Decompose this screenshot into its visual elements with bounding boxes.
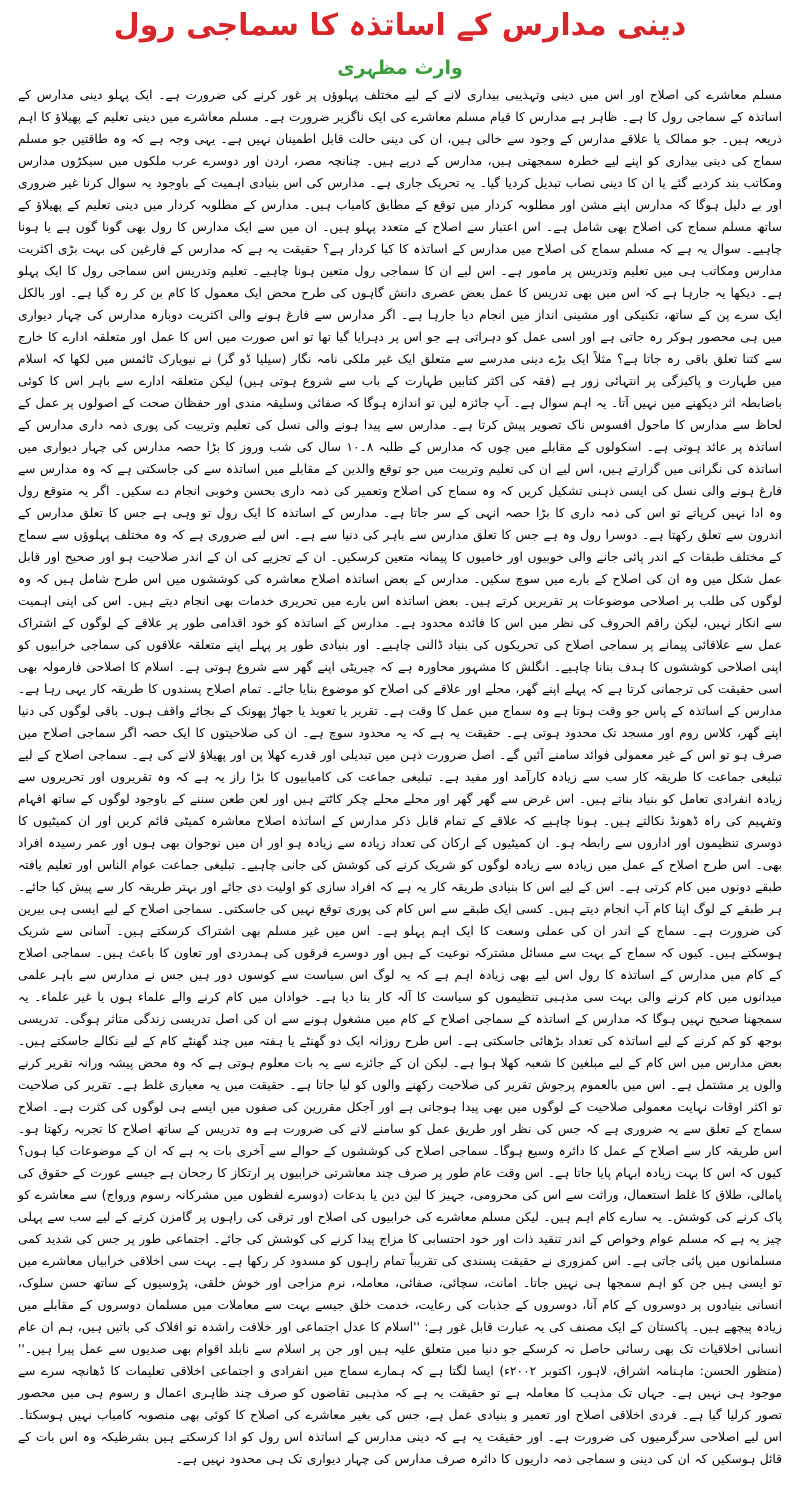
article-author: وارث مظہری [337,57,463,79]
article-body: مسلم معاشرے کی اصلاح اور اس میں دینی وتہذیبی بیداری لانے کے لیے مختلف پہلوؤں پر غور کرنے کی ضرورت ہے۔ ایک پہلو دینی مدارس کے اساتذہ کے سماجی رول کا ہے۔ ظاہر ہے مدارس کا قیام مسلم معاشرے کی ایک ناگزیر ضرورت ہے۔ مسلم معاشرے میں دینی تعلیم کے پھیلاؤ کا اہم ذریعہ ہیں۔ جو ممالک یا علاقے مدارس کے وجود سے خالی ہیں، ان کی دینی حالت قابل اطمینان نہیں ہے۔ یہی وجہ ہے کہ وہ طاقتیں جو مسلم سماج کی دینی بیداری کو اپنے لیے خطرہ سمجھتی ہیں، مدارس کے درپے ہیں۔ چنانچہ مصر، اردن اور دوسرے عرب ملکوں میں سیکڑوں مدارس ومکاتب بند کردیے گئے یا ان کا دینی نصاب تبدیل کردیا گیا۔ یہ تحریک جاری ہے۔ مدارس کی اس بنیادی اہمیت کے باوجود یہ سوال کرنا غیر ضروری اور بے دلیل ہوگا کہ مدارس اپنے مشن اور مطلوبہ کردار میں توقع کے مطابق کامیاب ہیں۔ مدارس کے مطلوبہ کردار میں دینی تعلیم کے پھیلاؤ کے ساتھ مسلم سماج کی اصلاح بھی شامل ہے۔ اس اعتبار سے اصلاح کے متعدد پہلو ہیں۔ ان میں سے ایک مدارس کا رول بھی گونا گوں ہے یا ہونا چاہیے۔ سوال یہ ہے کہ مسلم سماج کی اصلاح میں مدارس کے اساتذہ کا کیا کردار ہے؟ حقیقت یہ ہے کہ مدارس کے فارغین کی بہت بڑی اکثریت مدارس ومکاتب ہی میں تعلیم وتدریس پر مامور ہے۔ اس لیے ان کا سماجی رول متعین ہونا چاہیے۔ تعلیم وتدریس اس سماجی رول کا ایک پہلو ہے۔ دیکھا یہ جارہا ہے کہ اس میں بھی تدریس کا عمل بعض عصری دانش گاہوں کی طرح محض ایک معمول کا کام بن کر رہ گیا ہے۔ اور بالکل ایک سرے پن کے ساتھ، تکنیکی اور مشینی انداز میں انجام دیا جارہا ہے۔ اگر مدارس سے فارغ ہونے والی اکثریت دوبارہ مدارس کی چہار دیواری میں ہی محصور ہوکر رہ جاتی ہے اور اسی عمل کو دہراتی ہے جو اس پر دہرایا گیا تھا تو اس صورت میں اس کا عمل اور متعلقہ ادارے کا خارج سے کتنا تعلق باقی رہ جاتا ہے؟ مثلاً ایک بڑے دینی مدرسے سے متعلق ایک غیر ملکی نامہ نگار (سیلیا ڈو گر) نے نیویارک ٹائمس میں لکھا کہ اسلام میں طہارت و پاکیزگی پر انتہائی زور ہے (فقہ کی اکثر کتابیں طہارت کے باب سے شروع ہوتی ہیں) لیکن متعلقہ ادارے سے باہر اس کا کوئی باضابطہ اثر دیکھنے میں نہیں آتا۔ یہ اہم سوال ہے۔ آپ جائزہ لیں تو اندازہ ہوگا کہ صفائی وسلیقہ مندی اور حفظان صحت کے اصولوں پر عمل کے لحاظ سے مدارس کا ماحول افسوس ناک تصویر پیش کرتا ہے۔ مدارس سے پیدا ہونے والی نسل کی تعلیم وتربیت کی پوری ذمہ داری مدارس کے اساتذہ پر عائد ہوتی ہے۔ اسکولوں کے مقابلے میں چوں کہ مدارس کے طلبہ ۸۔۱۰ سال کی شب وروز کا بڑا حصہ مدارس کی چہار دیواری میں اساتذہ کی نگرانی میں گزارتے ہیں، اس لیے ان کی تعلیم وتربیت میں جو توقع والدین کے مقابلے میں اساتذہ سے کی جاسکتی ہے کہ وہ مدارس سے فارغ ہونے والی نسل کی ایسی ذہنی تشکیل کریں کہ وہ سماج کی اصلاح وتعمیر کی ذمہ داری بحسن وخوبی انجام دے سکیں۔ اگر یہ متوقع رول وہ ادا نہیں کرپاتے تو اس کی ذمہ داری کا بڑا حصہ انہی کے سر جاتا ہے۔ مدارس کے اساتذہ کا ایک رول تو وہی ہے جس کا تعلق مدارس کے اندرون سے تعلق رکھتا ہے۔ دوسرا رول وہ ہے جس کا تعلق مدارس سے باہر کی دنیا سے ہے۔ اس لیے ضروری ہے کہ وہ مختلف پہلوؤں سے سماج کے مختلف طبقات کے اندر پائی جانے والی خوبیوں اور خامیوں کا پیمانہ متعین کرسکیں۔ ان کے تجزیے کی ان کے اندر صلاحیت ہو اور صحیح اور قابل عمل شکل میں وہ ان کی اصلاح کے بارے میں سوچ سکیں۔ مدارس کے بعض اساتذہ اصلاح معاشرہ کی کوششوں میں اس طرح شامل ہیں کہ وہ لوگوں کی طلب پر اصلاحی موضوعات پر تقریریں کرتے ہیں۔ بعض اساتذہ اس بارے میں تحریری خدمات بھی انجام دیتے ہیں۔ اس کی اپنی اہمیت سے انکار نہیں، لیکن راقم الحروف کی نظر میں اس کا فائدہ محدود ہے۔ مدارس کے اساتذہ کو خود اقدامی طور پر علاقے کے لوگوں کے اشتراک عمل سے علاقائی پیمانے پر سماجی اصلاح کی تحریکوں کی بنیاد ڈالنی چاہیے۔ اور بنیادی طور پر پہلے اپنے متعلقہ علاقوں کی سماجی خرابیوں کو اپنی اصلاحی کوششوں کا ہدف بنانا چاہیے۔ انگلش کا مشہور محاورہ ہے کہ چیریٹی اپنے گھر سے شروع ہوتی ہے۔ اسلام کا اصلاحی فارمولہ بھی اسی حقیقت کی ترجمانی کرتا ہے کہ پہلے اپنے گھر، محلے اور علاقے کی اصلاح کو موضوع بنایا جائے۔ تمام اصلاح پسندوں کا طریقہ کار یہی رہا ہے۔ مدارس کے اساتذہ کے پاس جو وقت ہوتا ہے وہ سماج میں عمل کا وقت ہے۔ تقریر یا تعویذ یا جھاڑ پھونک کے بجائے واقف ہوں۔ باقی لوگوں کی دنیا اپنے گھر، کلاس روم اور مسجد تک محدود ہوتی ہے۔ حقیقت یہ ہے کہ یہ محدود سوچ ہے۔ ان کی صلاحیتوں کا ایک حصہ اگر سماجی اصلاح میں صرف ہو تو اس کے غیر معمولی فوائد سامنے آئیں گے۔ اصل ضرورت ذہن میں تبدیلی اور قدرے کھلا پن اور پھیلاؤ لانے کی ہے۔ سماجی اصلاح کے لیے تبلیغی جماعت کا طریقہ کار سب سے زیادہ کارآمد اور مفید ہے۔ تبلیغی جماعت کی کامیابیوں کا بڑا راز یہ ہے کہ وہ تقریروں اور تحریروں سے زیادہ انفرادی تعامل کو بنیاد بناتے ہیں۔ اس غرض سے گھر گھر اور محلے محلے چکر کاٹتے ہیں اور لعن طعن سننے کے باوجود لوگوں کے ساتھ افہام وتفہیم کی راہ ڈھونڈ نکالتے ہیں۔ ہونا چاہیے کہ علاقے کے تمام قابل ذکر مدارس کے اساتذہ اصلاح معاشرہ کمیٹی قائم کریں اور ان کمیٹیوں کا دوسری تنظیموں اور اداروں سے رابطہ ہو۔ ان کمیٹیوں کے ارکان کی تعداد زیادہ سے زیادہ ہو اور ان میں نوجوان بھی ہوں اور عمر رسیدہ افراد بھی۔ اس طرح اصلاح کے عمل میں زیادہ سے زیادہ لوگوں کو شریک کرنے کی کوشش کی جانی چاہیے۔ تبلیغی جماعت عوام الناس اور تعلیم یافتہ طبقے دونوں میں کام کرتی ہے۔ اس کے لیے اس کا بنیادی طریقہ کار یہ ہے کہ افراد سازی کو اولیت دی جائے اور بہتر طریقہ کار سے پیش کیا جائے۔ ہر طبقے کے لوگ اپنا کام آپ انجام دیتے ہیں۔ کسی ایک طبقے سے اس کام کی پوری توقع نہیں کی جاسکتی۔ سماجی اصلاح کے لیے ایسی ہی بیرین کی ضرورت ہے۔ سماج کے اندر ان کی عملی وسعت کا ایک اہم پہلو ہے۔ اس میں غیر مسلم بھی اشتراک کرسکتے ہیں۔ آسانی سے شریک ہوسکتے ہیں۔ کیوں کہ سماج کے بہت سے مسائل مشترکہ نوعیت کے ہیں اور دوسرے فرقوں کی ہمدردی اور تعاون کا باعث ہیں۔ سماجی اصلاح کے کام میں مدارس کے اساتذہ کا رول اس لیے بھی زیادہ اہم ہے کہ یہ لوگ اس سیاست سے کوسوں دور ہیں جس نے مدارس سے باہر علمی میدانوں میں کام کرنے والی بہت سی مذہبی تنظیموں کو سیاست کا آلہ کار بنا دیا ہے۔ خوادان میں کام کرنے والے علماء ہوں یا غیر علماء۔ یہ سمجھنا صحیح نہیں ہوگا کہ مدارس کے اساتذہ کے سماجی اصلاح کے کام میں مشغول ہونے سے ان کی اصل تدریسی زندگی متاثر ہوگی۔ تدریسی بوجھ کو کم کرنے کے لیے اساتذہ کی تعداد بڑھائی جاسکتی ہے۔ اس طرح روزانہ ایک دو گھنٹے یا ہفتہ میں چند گھنٹے کام کے لیے نکالے جاسکتے ہیں۔ بعض مدارس میں اس کام کے لیے مبلغین کا شعبہ کھلا ہوا ہے۔ لیکن ان کے جائزے سے یہ بات معلوم ہوتی ہے کہ وہ محض پیشہ ورانہ تقریر کرنے والوں پر مشتمل ہے۔ اس میں بالعموم پرجوش تقریر کی صلاحیت رکھنے والوں کو لیا جاتا ہے۔ حقیقت میں یہ معیاری غلط ہے۔ تقریر کی صلاحیت تو اکثر اوقات نہایت معمولی صلاحیت کے لوگوں میں بھی پیدا ہوجاتی ہے اور آجکل مقررین کی صفوں میں ایسے ہی لوگوں کی کثرت ہے۔ اصلاح سماج کے تعلق سے یہ ضروری ہے کہ جس کی نظر اور طریق عمل کو سامنے لانے کی ضرورت ہے وہ تدریس کے ساتھ اصلاح کا تجربہ رکھتا ہو۔ اس طریقہ کار سے اصلاح کے عمل کا دائرہ وسیع ہوگا۔ سماجی اصلاح کی کوششوں کے حوالے سے آخری بات یہ ہے کہ ان کے موضوعات کیا ہوں؟ کیوں کہ اس کا بہت زیادہ ابہام پایا جاتا ہے۔ اس وقت عام طور پر صرف چند معاشرتی خرابیوں پر ارتکاز کا رجحان ہے جیسے عورت کے حقوق کی پامالی، طلاق کا غلط استعمال، وراثت سے اس کی محرومی، جہیز کا لین دین یا بدعات (دوسرے لفظوں میں مشرکانہ رسوم ورواج) سے معاشرے کو پاک کرنے کی کوشش۔ یہ سارے کام اہم ہیں۔ لیکن مسلم معاشرے کی خرابیوں کی اصلاح اور ترقی کی راہوں پر گامزن کرنے کے لیے سب سے پہلی چیز یہ ہے کہ مسلم عوام وخواص کے اندر تنقید ذات اور خود احتسابی کا مزاج پیدا کرنے کی کوشش کی جائے۔ اجتماعی طور پر جس کی شدید کمی مسلمانوں میں پائی جاتی ہے۔ اس کمزوری نے حقیقت پسندی کی تقریباً تمام راہوں کو مسدود کر رکھا ہے۔ بہت سی اخلاقی خرابیاں معاشرے میں تو ایسی ہیں جن کو اہم سمجھا ہی نہیں جاتا۔ امانت، سچائی، صفائی، معاملہ، نرم مزاجی اور خوش خلقی، پڑوسیوں کے ساتھ حسن سلوک، انسانی بنیادوں پر دوسروں کے کام آنا، دوسروں کے جذبات کی رعایت، خدمت خلق جیسے بہت سے معاملات میں مسلمان دوسروں کے مقابلے میں زیادہ پیچھے ہیں۔ پاکستان کے ایک مصنف کی یہ عبارت قابل غور ہے: ''اسلام کا عدل اجتماعی اور خلافت راشدہ تو افلاک کی باتیں ہیں، ہم ان عام انسانی اخلاقیات تک بھی رسائی حاصل نہ کرسکے جو دنیا میں متعلق علیہ ہیں اور جن پر اسلام سے نابلد اقوام بھی صدیوں سے عمل پیرا ہیں۔'' (منظور الحسن: ماہنامہ اشراق، لاہور، اکتوبر ۲۰۰۲ء) ایسا لگتا ہے کہ ہمارے سماج میں انفرادی و اجتماعی اخلاقی تعلیمات کا ڈھانچہ سرے سے موجود ہی نہیں ہے۔ جہاں تک مذہب کا معاملہ ہے تو حقیقت یہ ہے کہ مذہبی تقاضوں کو صرف چند ظاہری اعمال و رسوم ہی میں محصور تصور کرلیا گیا ہے۔ فردی اخلاقی اصلاح اور تعمیر و بنیادی عمل ہے، جس کی بغیر معاشرے کی اصلاح کا کوئی بھی منصوبہ کامیاب نہیں ہوسکتا۔ اس لیے اصلاحی سرگرمیوں کی ضرورت ہے۔ اور حقیقت یہ ہے کہ دینی مدارس کے اساتذہ اس رول کو ادا کرسکتے ہیں بشرطیکہ وہ اس بات کے قائل ہوسکیں کہ ان کی دینی و سماجی ذمہ داریوں کا دائرہ صرف مدارس کی چہار دیواری تک ہی محدود نہیں ہے۔ [18,88,782,1466]
article-title: دینی مدارس کے اساتذہ کا سماجی رول [113,8,687,43]
